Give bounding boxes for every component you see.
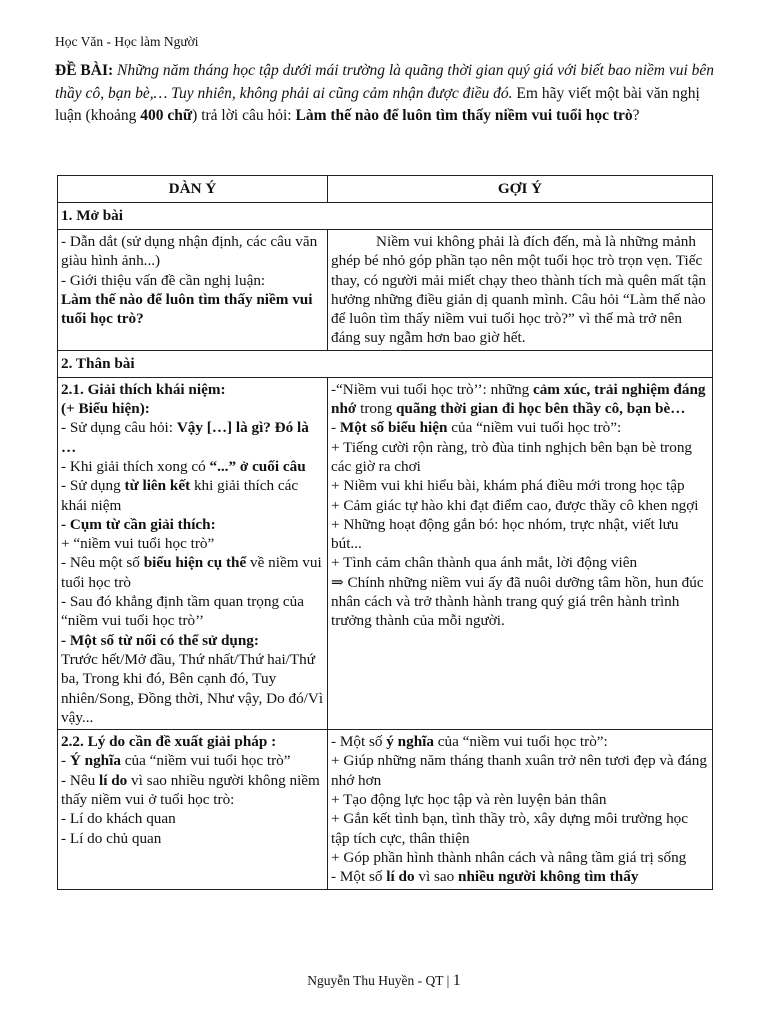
table-row	[58, 377, 713, 729]
outline-cell: - Dẫn dắt (sử dụng nhận định, các câu văn giàu hình ảnh...) - Giới thiệu vấn đề cần nghị luận: Làm thế nào để luôn tìm thấy niềm vui tuổi học trò?	[58, 230, 328, 351]
table-header-row	[58, 176, 713, 203]
suggestion-cell: Niềm vui không phải là đích đến, mà là những mảnh ghép bé nhỏ góp phần tạo nên một tuổi học trò trọn vẹn. Tiếc thay, có người mải miết chạy theo thành tích mà quên mất tận hưởng những điều giản dị quanh mình. Câu hỏi “Làm thế nào để luôn tìm thấy niềm vui tuổi học trò?” vì thế mà trở nên đáng suy ngẫm hơn bao giờ hết.	[328, 230, 713, 351]
section-row-intro	[58, 203, 713, 230]
section-row-body	[58, 350, 713, 377]
outline-cell: 2.1. Giải thích khái niệm: (+ Biểu hiện): - Sử dụng câu hỏi: Vậy […] là gì? Đó là … - Khi giải thích xong có “...” ở cuối câu - Sử dụng từ liên kết khi giải thích các khái niệm - Cụm từ cần giải thích: + “niềm vui tuổi học trò” - Nêu một số biểu hiện cụ thể về niềm vui tuổi học trò - Sau đó khẳng định tầm quan trọng của “niềm vui tuổi học trò’’ - Một số từ nối có thể sử dụng: Trước hết/Mở đầu, Thứ nhất/Thứ hai/Thứ ba, Trong khi đó, Bên cạnh đó, Tuy nhiên/Song, Đồng thời, Như vậy, Do đó/Vì vậy...	[58, 377, 328, 729]
column-header-suggestion: GỢI Ý	[328, 176, 713, 203]
section-title: 1. Mở bài	[58, 203, 713, 230]
suggestion-cell: - Một số ý nghĩa của “niềm vui tuổi học trò”: + Giúp những năm tháng thanh xuân trở nên tươi đẹp và đáng nhớ hơn + Tạo động lực học tập và rèn luyện bản thân + Gắn kết tình bạn, tình thầy trò, xây dựng môi trường học tập tích cực, thân thiện + Góp phần hình thành nhân cách và nâng tầm giá trị sống - Một số lí do vì sao nhiều người không tìm thấy	[328, 730, 713, 889]
column-header-outline: DÀN Ý	[58, 176, 328, 203]
table-row	[58, 230, 713, 351]
outline-table	[57, 175, 713, 890]
assignment-prompt: ĐỀ BÀI: Những năm tháng học tập dưới mái trường là quãng thời gian quý giá với biết bao niềm vui bên thầy cô, bạn bè,… Tuy nhiên, không phải ai cũng cảm nhận được điều đó. Em hãy viết một bài văn nghị luận (khoảng 400 chữ) trả lời câu hỏi: Làm thế nào để luôn tìm thấy niềm vui tuổi học trò?	[55, 62, 715, 124]
outline-cell: 2.2. Lý do cần đề xuất giải pháp : - Ý nghĩa của “niềm vui tuổi học trò” - Nêu lí do vì sao nhiều người không niềm thấy niềm vui ở tuổi học trò: - Lí do khách quan - Lí do chủ quan	[58, 730, 328, 889]
page-number: 1	[452, 972, 461, 989]
suggestion-cell: -“Niềm vui tuổi học trò’’: những cảm xúc, trải nghiệm đáng nhớ trong quãng thời gian đi học bên thầy cô, bạn bè… - Một số biểu hiện của “niềm vui tuổi học trò”: + Tiếng cười rộn ràng, trò đùa tinh nghịch bên bạn bè trong các giờ ra chơi + Niềm vui khi hiểu bài, khám phá điều mới trong học tập + Cảm giác tự hào khi đạt điểm cao, được thầy cô khen ngợi + Những hoạt động gắn bó: học nhóm, trực nhật, viết lưu bút... + Tình cảm chân thành qua ánh mắt, lời động viên ⇒ Chính những niềm vui ấy đã nuôi dưỡng tâm hồn, hun đúc nhân cách và trở thành hành trang quý giá trên hành trình trưởng thành của mỗi người.	[328, 377, 713, 729]
section-title: 2. Thân bài	[58, 350, 713, 377]
page-header: Học Văn - Học làm Người	[55, 34, 199, 49]
table-row	[58, 730, 713, 889]
page-footer: Nguyễn Thu Huyền - QT | 1	[307, 972, 461, 989]
